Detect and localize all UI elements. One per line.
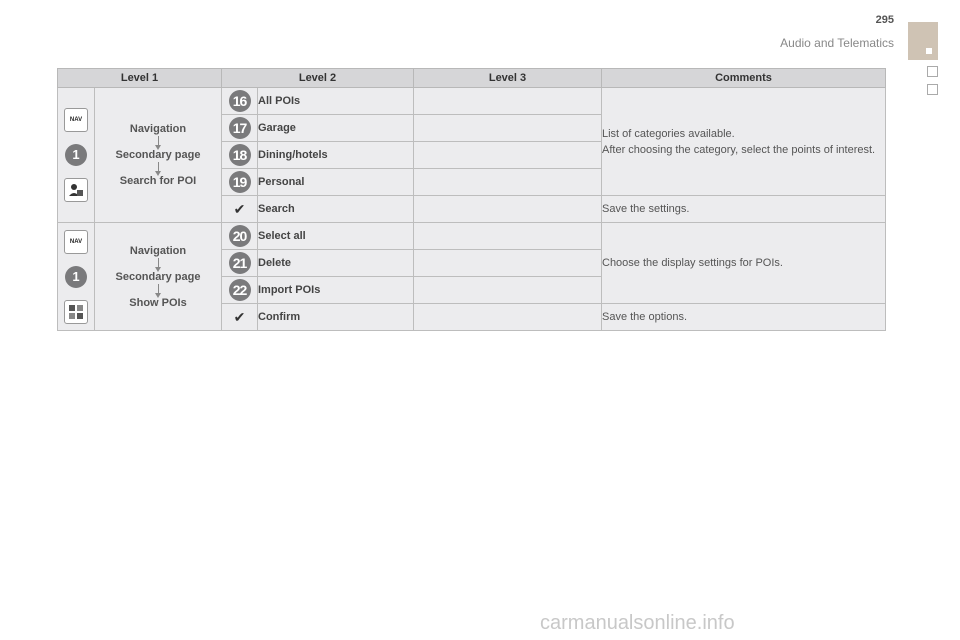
check-icon: ✔ — [233, 200, 246, 217]
path-show-pois: Show POIs — [129, 296, 187, 309]
level2-delete: Delete — [258, 250, 414, 277]
table-row — [58, 88, 886, 115]
tab-box-1 — [927, 66, 938, 77]
down-arrow-icon — [158, 258, 159, 270]
level3-empty — [414, 115, 602, 142]
step-badge-16: 16 — [229, 90, 251, 112]
header-level-2: Level 2 — [222, 69, 414, 88]
level3-empty — [414, 169, 602, 196]
level1-icons — [58, 88, 95, 223]
section-title: Audio and Telematics — [780, 36, 894, 50]
level3-empty — [414, 196, 602, 223]
step-badge-21: 21 — [229, 252, 251, 274]
comment-categories: List of categories available. After choosing the category, select the points of interest. — [602, 88, 886, 196]
comment-save-settings: Save the settings. — [602, 196, 886, 223]
nav-icon: NAV — [64, 230, 88, 254]
step-badge-20: 20 — [229, 225, 251, 247]
level1-path — [95, 223, 222, 331]
level3-empty — [414, 277, 602, 304]
level3-empty — [414, 250, 602, 277]
step-number-badge: 1 — [65, 144, 87, 166]
level2-dining-hotels: Dining/hotels — [258, 142, 414, 169]
table-row — [58, 223, 886, 250]
level2-personal: Personal — [258, 169, 414, 196]
path-navigation: Navigation — [129, 123, 187, 135]
level2-confirm: Confirm — [258, 304, 414, 331]
page-number: 295 — [875, 14, 894, 26]
path-navigation: Navigation — [129, 244, 187, 257]
comment-display-settings: Choose the display settings for POIs. — [602, 223, 886, 304]
level3-empty — [414, 88, 602, 115]
step-badge-18: 18 — [229, 144, 251, 166]
level3-empty — [414, 223, 602, 250]
watermark-text: carmanualsonline.info — [540, 612, 735, 634]
level2-search: Search — [258, 196, 414, 223]
poi-menu-table — [57, 68, 886, 331]
section-tab-marker — [926, 48, 932, 54]
level3-empty — [414, 142, 602, 169]
down-arrow-icon — [158, 162, 159, 174]
down-arrow-icon — [158, 136, 159, 148]
header-level-3: Level 3 — [414, 69, 602, 88]
level2-import-pois: Import POIs — [258, 277, 414, 304]
level1-path — [95, 88, 222, 223]
down-arrow-icon — [158, 284, 159, 296]
step-number-badge: 1 — [65, 266, 87, 288]
level1-icons — [58, 223, 95, 331]
path-secondary-page: Secondary page — [115, 149, 201, 161]
header-row — [58, 69, 886, 88]
level2-garage: Garage — [258, 115, 414, 142]
step-badge-19: 19 — [229, 171, 251, 193]
header-comments: Comments — [602, 69, 886, 88]
section-tab — [908, 22, 938, 60]
level3-empty — [414, 304, 602, 331]
step-badge-22: 22 — [229, 279, 251, 301]
step-badge-17: 17 — [229, 117, 251, 139]
level2-all-pois: All POIs — [258, 88, 414, 115]
poi-search-icon — [64, 178, 88, 202]
tab-box-2 — [927, 84, 938, 95]
level2-select-all: Select all — [258, 223, 414, 250]
header-level-1: Level 1 — [58, 69, 222, 88]
poi-display-icon — [64, 300, 88, 324]
check-icon: ✔ — [233, 308, 246, 325]
path-search-for-poi: Search for POI — [119, 175, 197, 187]
path-secondary-page: Secondary page — [115, 270, 201, 283]
comment-save-options: Save the options. — [602, 304, 886, 331]
nav-icon: NAV — [64, 108, 88, 132]
